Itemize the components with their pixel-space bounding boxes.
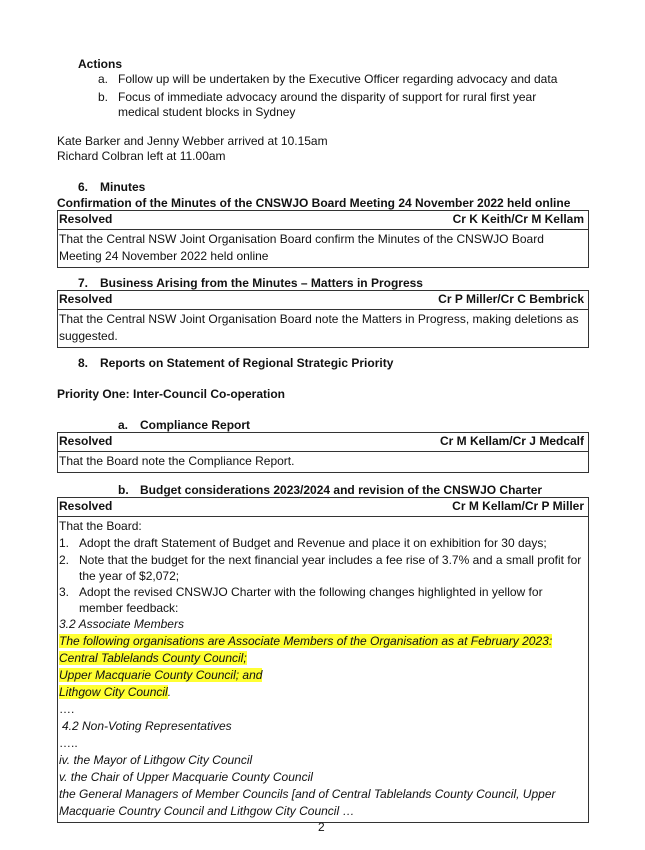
highlighted-text: Upper Macquarie County Council; and [59, 668, 263, 682]
movers: Cr M Kellam/Cr P Miller [452, 499, 584, 513]
list-item: 3. Adopt the revised CNSWJO Charter with the following changes highlighted in yellow for member feedback: [59, 585, 543, 615]
resolution-text: That the Board note the Compliance Report. [59, 454, 295, 468]
actions-list [98, 72, 578, 123]
movers: Cr K Keith/Cr M Kellam [452, 212, 584, 226]
ellipsis: …. [59, 702, 75, 716]
resolved-label: Resolved [59, 292, 113, 306]
attendance-line: Kate Barker and Jenny Webber arrived at 10.15am [57, 134, 328, 148]
attendance-line: Richard Colbran left at 11.00am [57, 149, 226, 163]
resolution-text: That the Central NSW Joint Organisation Board confirm the Minutes of the CNSWJO Board Meeting 24 November 2022 held online [59, 232, 544, 263]
movers: Cr M Kellam/Cr J Medcalf [439, 434, 584, 448]
ellipsis: ….. [59, 736, 78, 750]
highlighted-text: Central Tablelands County Council; [59, 651, 247, 665]
section-8-heading: 8. Reports on Statement of Regional Strategic Priority [78, 356, 394, 370]
highlighted-text: The following organisations are Associate Members of the Organisation as at February 2023: [59, 634, 553, 648]
subsection-b-heading: b. Budget considerations 2023/2024 and revision of the CNSWJO Charter [118, 483, 543, 497]
list-item: b. Focus of immediate advocacy around the disparity of support for rural first year medical student blocks in Sydney [98, 90, 537, 119]
clause-text: the General Managers of Member Councils [and of Central Tablelands County Council, Upper Macquarie Country Council and Lithgow City Council … [59, 787, 556, 818]
resolution-text: That the Central NSW Joint Organisation Board note the Matters in Progress, making deletions as suggested. [59, 312, 579, 343]
page-number: 2 [318, 820, 325, 834]
highlighted-text: Lithgow City Council. [59, 685, 172, 699]
resolved-label: Resolved [59, 434, 113, 448]
resolution-box-8b [57, 497, 589, 823]
actions-title: Actions [78, 57, 123, 71]
section-6-heading: 6. Minutes [78, 180, 146, 194]
resolved-label: Resolved [59, 212, 113, 226]
subsection-a-heading: a. Compliance Report [118, 418, 251, 432]
priority-heading: Priority One: Inter-Council Co-operation [57, 387, 286, 401]
list-item: a. Follow up will be undertaken by the Executive Officer regarding advocacy and data [98, 72, 558, 86]
resolution-text: That the Board: 1. Adopt the draft Statement of Budget and Revenue and place it on exhibition for 30 days; 2. Note that the budget for the next financial year includes a fee rise of 3.7% and a small profit for the year of $2,072; 3. Adopt the revised CNSWJO Charter with the following changes highlighted in yellow for member feedback: 3.2 Associate Members The following organisations are Associate Members of the Organisation as at February 2023: Central Tablelands County Council; Upper Macquarie County Council; and Lithgow City Council. …. 4.2 Non-Voting Representatives ….. iv. the Mayor of Lithgow City Council v. the Chair of Upper Macquarie County Council the General Managers of Member Councils [and of Central Tablelands County Council, Upper Macquarie Country Council and Lithgow City Council … [58, 517, 588, 822]
clause-text: iv. the Mayor of Lithgow City Council [59, 753, 253, 767]
list-item: 1. Adopt the draft Statement of Budget and Revenue and place it on exhibition for 30 days; [59, 536, 547, 550]
clause-text: v. the Chair of Upper Macquarie County Council [59, 770, 313, 784]
resolution-box-8a [57, 432, 589, 473]
resolution-box-7 [57, 290, 589, 348]
clause-heading: 4.2 Non-Voting Representatives [62, 719, 232, 733]
list-item: 2. Note that the budget for the next financial year includes a fee rise of 3.7% and a small profit for the year of $2,072; [59, 553, 582, 583]
movers: Cr P Miller/Cr C Bembrick [438, 292, 584, 306]
section-7-heading: 7. Business Arising from the Minutes – Matters in Progress [78, 276, 423, 290]
resolved-label: Resolved [59, 499, 113, 513]
resolution-box-6 [57, 210, 589, 268]
section-6-subtitle: Confirmation of the Minutes of the CNSWJO Board Meeting 24 November 2022 held online [57, 196, 571, 210]
clause-heading: 3.2 Associate Members [59, 617, 184, 631]
